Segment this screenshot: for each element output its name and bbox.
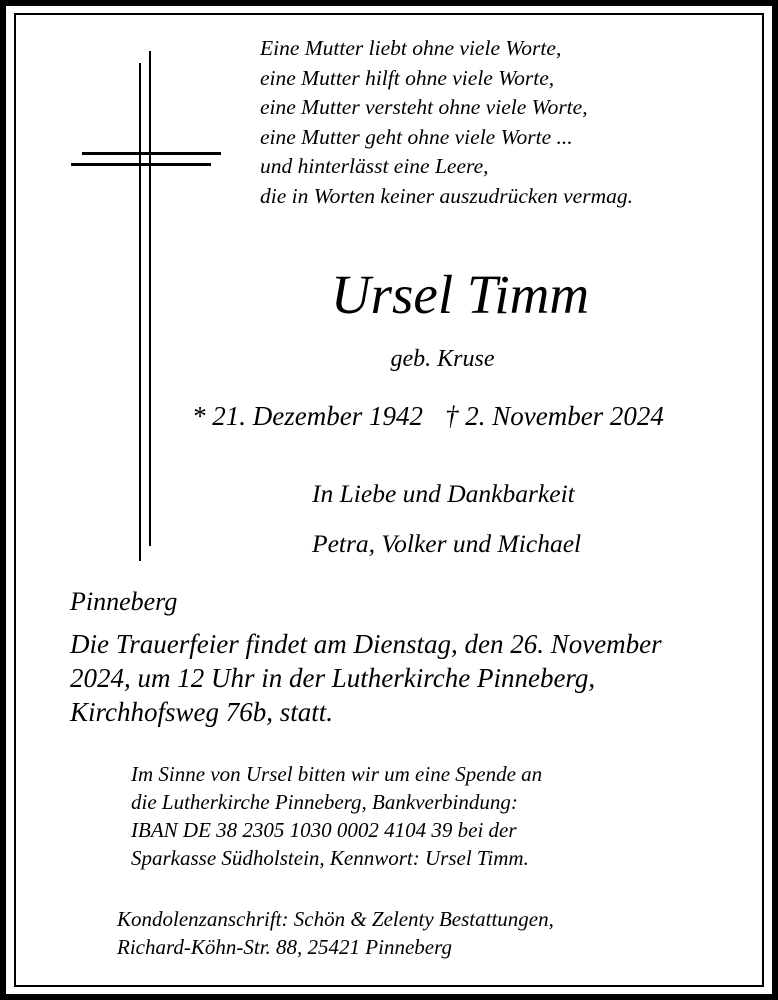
donation-line: IBAN DE 38 2305 1030 0002 4104 39 bei der xyxy=(131,818,517,842)
cross-horizontal-bottom xyxy=(71,163,211,166)
poem-line: eine Mutter geht ohne viele Worte ... xyxy=(260,124,573,149)
poem-line: eine Mutter versteht ohne viele Worte, xyxy=(260,95,588,119)
condolence-line: Kondolenzanschrift: Schön & Zelenty Bestattungen, xyxy=(117,907,554,931)
ceremony-line: 2024, um 12 Uhr in der Lutherkirche Pinneberg, xyxy=(70,663,596,693)
place: Pinneberg xyxy=(70,587,178,616)
cross-horizontal-top xyxy=(82,152,221,155)
donation-notice xyxy=(131,760,542,872)
ceremony-line: Die Trauerfeier findet am Dienstag, den 26. November xyxy=(70,629,662,659)
poem xyxy=(260,34,730,211)
dedication: In Liebe und Dankbarkeit xyxy=(312,479,575,508)
condolence-address xyxy=(117,905,554,961)
mourner-names: Petra, Volker und Michael xyxy=(312,529,582,558)
poem-line: eine Mutter hilft ohne viele Worte, xyxy=(260,65,555,90)
deceased-name: Ursel Timm xyxy=(330,264,590,325)
poem-line: die in Worten keiner auszudrücken vermag. xyxy=(260,183,633,208)
poem-line: Eine Mutter liebt ohne viele Worte, xyxy=(260,36,562,60)
poem-line: und hinterlässt eine Leere, xyxy=(260,154,489,178)
life-dates xyxy=(192,398,664,434)
birth-date: * 21. Dezember 1942 xyxy=(192,401,423,431)
condolence-line: Richard-Köhn-Str. 88, 25421 Pinneberg xyxy=(117,935,452,959)
donation-line: die Lutherkirche Pinneberg, Bankverbindung: xyxy=(131,790,518,814)
donation-line: Sparkasse Südholstein, Kennwort: Ursel Timm. xyxy=(131,846,529,870)
donation-line: Im Sinne von Ursel bitten wir um eine Spende an xyxy=(131,762,543,786)
death-date: † 2. November 2024 xyxy=(444,401,664,431)
ceremony-notice xyxy=(70,627,720,729)
maiden-name: geb. Kruse xyxy=(390,346,495,372)
ceremony-line: Kirchhofsweg 76b, statt. xyxy=(70,697,334,727)
